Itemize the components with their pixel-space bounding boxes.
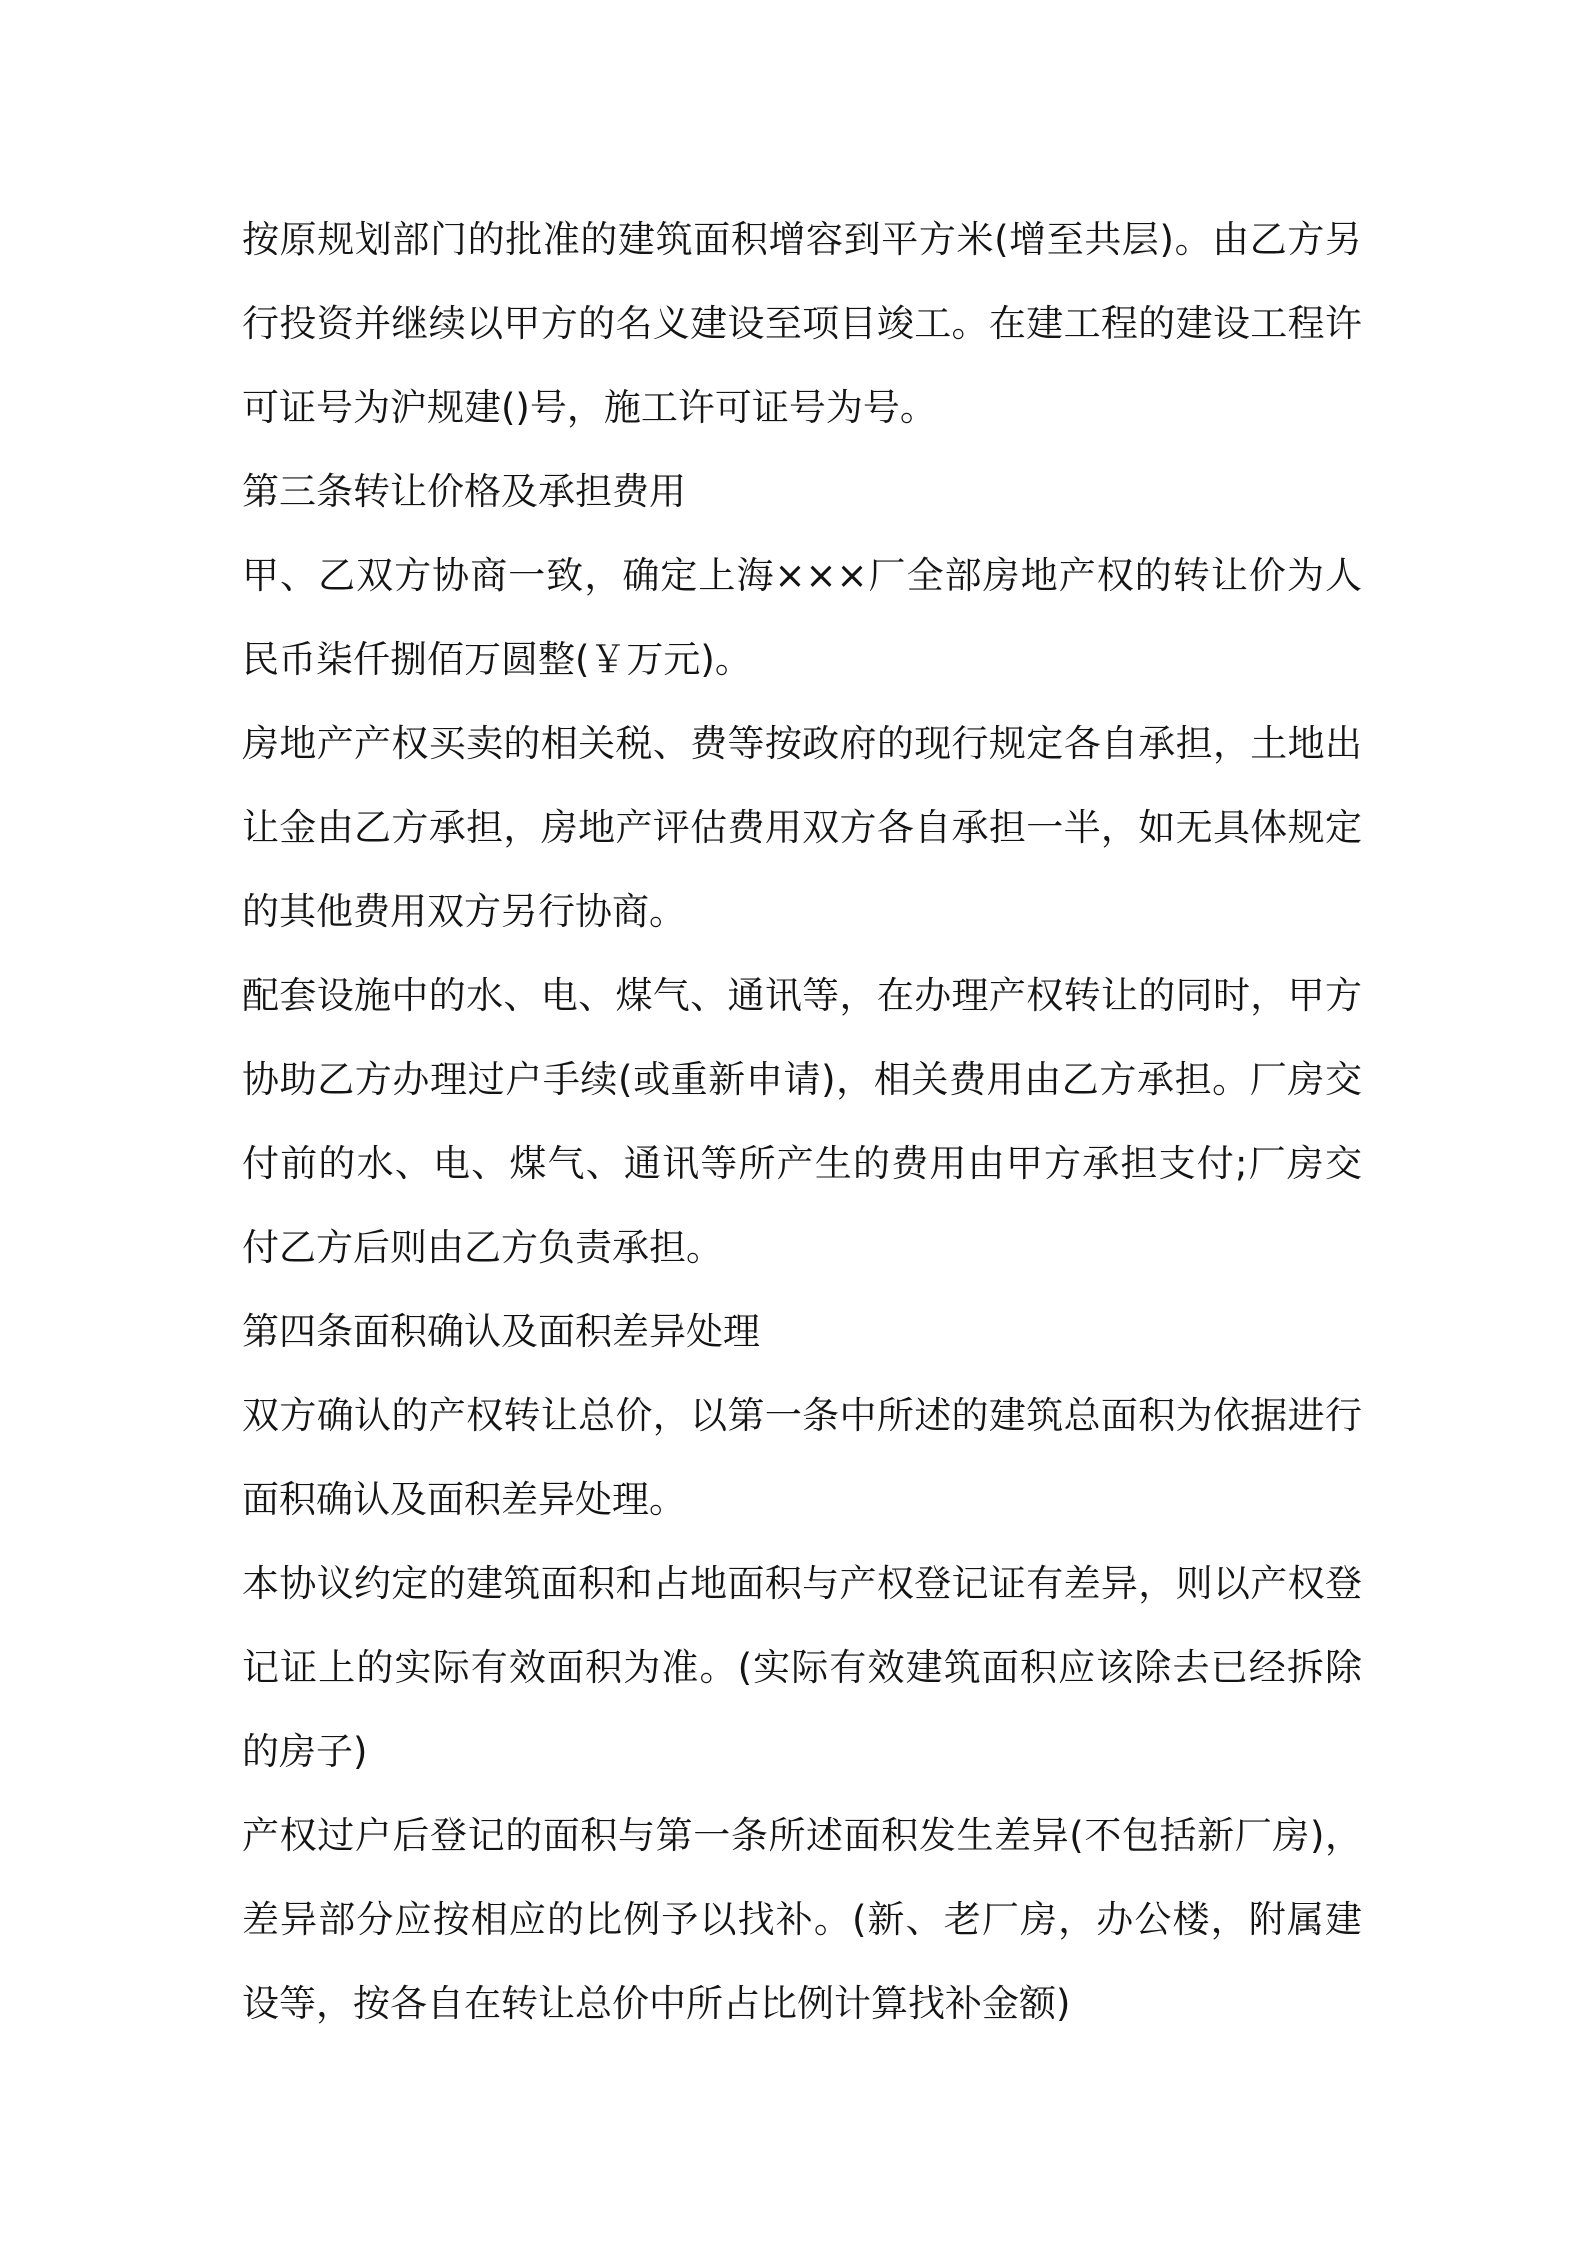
text-line: 本协议约定的建筑面积和占地面积与产权登记证有差异，则以产权登 xyxy=(242,1562,1362,1605)
text-line: 配套设施中的水、电、煤气、通讯等，在办理产权转让的同时，甲方 xyxy=(242,974,1362,1017)
text-line: 设等，按各自在转让总价中所占比例计算找补金额) xyxy=(242,1982,1071,2025)
text-line: 民币柒仟捌佰万圆整(￥万元)。 xyxy=(242,638,752,681)
text-line: 甲、乙双方协商一致，确定上海×××厂全部房地产权的转让价为人 xyxy=(242,554,1362,597)
section-heading: 第四条面积确认及面积差异处理 xyxy=(242,1310,760,1353)
text-line: 付乙方后则由乙方负责承担。 xyxy=(242,1226,723,1269)
text-line: 的其他费用双方另行协商。 xyxy=(242,890,686,933)
document-page xyxy=(242,198,1362,2046)
text-line: 让金由乙方承担，房地产评估费用双方各自承担一半，如无具体规定 xyxy=(242,806,1362,849)
text-line: 记证上的实际有效面积为准。(实际有效建筑面积应该除去已经拆除 xyxy=(242,1646,1362,1689)
text-line: 差异部分应按相应的比例予以找补。(新、老厂房，办公楼，附属建 xyxy=(242,1898,1362,1941)
text-line: 付前的水、电、煤气、通讯等所产生的费用由甲方承担支付;厂房交 xyxy=(242,1142,1362,1185)
text-line: 可证号为沪规建()号，施工许可证号为号。 xyxy=(242,386,937,429)
text-line: 协助乙方办理过户手续(或重新申请)，相关费用由乙方承担。厂房交 xyxy=(242,1058,1362,1101)
text-line: 产权过户后登记的面积与第一条所述面积发生差异(不包括新厂房)， xyxy=(242,1814,1362,1857)
text-line: 行投资并继续以甲方的名义建设至项目竣工。在建工程的建设工程许 xyxy=(242,302,1362,345)
text-line: 双方确认的产权转让总价，以第一条中所述的建筑总面积为依据进行 xyxy=(242,1394,1362,1437)
text-line: 的房子) xyxy=(242,1730,368,1773)
text-line: 房地产产权买卖的相关税、费等按政府的现行规定各自承担，土地出 xyxy=(242,722,1362,765)
text-line: 面积确认及面积差异处理。 xyxy=(242,1478,686,1521)
section-heading: 第三条转让价格及承担费用 xyxy=(242,470,686,513)
text-line: 按原规划部门的批准的建筑面积增容到平方米(增至共层)。由乙方另 xyxy=(242,218,1362,261)
